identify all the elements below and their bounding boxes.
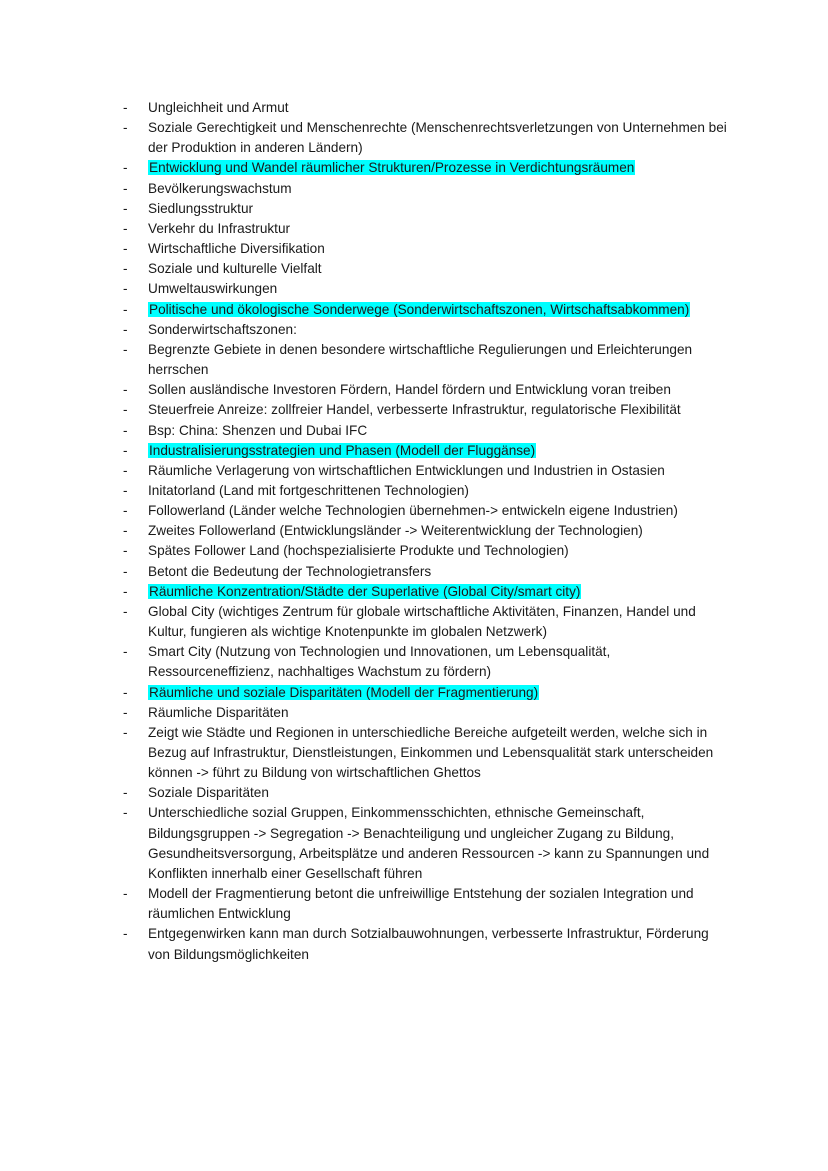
- list-item: [118, 783, 733, 803]
- highlighted-heading-text: Entwicklung und Wandel räumlicher Strukturen/Prozesse in Verdichtungsräumen: [149, 160, 635, 176]
- list-item-text: Zweites Followerland (Entwicklungsländer -> Weiterentwicklung der Technologien): [148, 523, 643, 539]
- list-item: [118, 501, 733, 521]
- list-item: [118, 98, 733, 118]
- bullet-list: [118, 98, 733, 965]
- list-item-text: Bevölkerungswachstum: [148, 180, 292, 196]
- list-item: [118, 723, 733, 783]
- list-item: [118, 400, 733, 420]
- list-item: [118, 259, 733, 279]
- section-heading-item: [118, 300, 733, 320]
- list-item: [118, 703, 733, 723]
- section-heading-item: [118, 582, 733, 602]
- bullet-dash: -: [123, 120, 128, 136]
- list-item-text: Zeigt wie Städte und Regionen in unterschiedliche Bereiche aufgeteilt werden, welche sich in Bezug auf Infrastruktur, Dienstleistungen, Einkommen und Lebensqualität stark unterscheiden können -> führt zu Bildung von wirtschaftlichen Ghettos: [148, 724, 714, 781]
- list-item: [118, 219, 733, 239]
- list-item: [118, 642, 733, 682]
- list-item-text: Modell der Fragmentierung betont die unfreiwillige Entstehung der sozialen Integration und räumlichen Entwicklung: [148, 886, 694, 922]
- list-item-text: Umweltauswirkungen: [148, 281, 278, 297]
- bullet-dash: -: [123, 382, 128, 398]
- list-item-text: Bsp: China: Shenzen und Dubai IFC: [148, 422, 368, 438]
- bullet-dash: -: [123, 462, 128, 478]
- bullet-dash: -: [123, 926, 128, 942]
- highlighted-heading-text: Räumliche Konzentration/Städte der Superlative (Global City/smart city): [149, 583, 581, 599]
- bullet-dash: -: [123, 543, 128, 559]
- bullet-dash: -: [123, 241, 128, 257]
- bullet-dash: -: [123, 644, 128, 660]
- bullet-dash: -: [123, 603, 128, 619]
- list-item: [118, 481, 733, 501]
- list-item: [118, 279, 733, 299]
- bullet-dash: -: [123, 341, 128, 357]
- list-item-text: Sollen ausländische Investoren Fördern, Handel fördern und Entwicklung voran treiben: [148, 382, 671, 398]
- list-item-text: Siedlungsstruktur: [148, 200, 254, 216]
- list-item-text: Unterschiedliche sozial Gruppen, Einkommensschichten, ethnische Gemeinschaft, Bildungsgruppen -> Segregation -> Benachteiligung und ungleicher Zugang zu Bildung, Gesundheitsversorgung, Arbeitsplätze und anderen Ressourcen -> kann zu Spannungen und Konflikten innerhalb einer Gesellschaft führen: [148, 805, 710, 881]
- bullet-dash: -: [123, 180, 128, 196]
- list-item-text: Begrenzte Gebiete in denen besondere wirtschaftliche Regulierungen und Erleichterungen herrschen: [148, 341, 693, 378]
- bullet-dash: -: [123, 261, 128, 277]
- list-item-text: Entgegenwirken kann man durch Sotzialbauwohnungen, verbesserte Infrastruktur, Förderung von Bildungsmöglichkeiten: [148, 926, 709, 962]
- list-item: [118, 541, 733, 561]
- list-item: [118, 340, 733, 380]
- list-item: [118, 521, 733, 541]
- list-item-text: Smart City (Nutzung von Technologien und Innovationen, um Lebensqualität, Ressourceneffizienz, nachhaltiges Wachstum zu fördern): [148, 644, 611, 680]
- list-item-text: Soziale und kulturelle Vielfalt: [148, 261, 322, 277]
- list-item-text: Initatorland (Land mit fortgeschrittenen Technologien): [148, 482, 469, 498]
- section-heading-item: [118, 683, 733, 703]
- list-item: [118, 118, 733, 158]
- list-item-text: Räumliche Disparitäten: [148, 704, 289, 720]
- bullet-dash: -: [123, 301, 128, 317]
- bullet-dash: -: [123, 704, 128, 720]
- highlighted-heading-text: Industralisierungsstrategien und Phasen (Modell der Fluggänse): [149, 442, 536, 458]
- bullet-dash: -: [123, 402, 128, 418]
- highlighted-heading-text: Räumliche und soziale Disparitäten (Modell der Fragmentierung): [149, 684, 539, 700]
- bullet-dash: -: [123, 563, 128, 579]
- list-item-text: Räumliche Verlagerung von wirtschaftlichen Entwicklungen und Industrien in Ostasien: [148, 462, 665, 478]
- list-item: [118, 421, 733, 441]
- bullet-dash: -: [123, 684, 128, 700]
- list-item: [118, 884, 733, 924]
- bullet-dash: -: [123, 886, 128, 902]
- list-item-text: Soziale Gerechtigkeit und Menschenrechte (Menschenrechtsverletzungen von Unternehmen bei der Produktion in anderen Ländern): [148, 120, 727, 156]
- list-item-text: Global City (wichtiges Zentrum für globale wirtschaftliche Aktivitäten, Finanzen, Handel und Kultur, fungieren als wichtige Knotenpunkte im globalen Netzwerk): [148, 603, 696, 640]
- bullet-dash: -: [123, 583, 128, 599]
- list-item-text: Followerland (Länder welche Technologien übernehmen-> entwickeln eigene Industrien): [148, 503, 678, 519]
- list-item-text: Wirtschaftliche Diversifikation: [148, 241, 325, 257]
- list-item: [118, 380, 733, 400]
- list-item-text: Verkehr du Infrastruktur: [148, 220, 291, 236]
- bullet-dash: -: [123, 321, 128, 337]
- list-item: [118, 199, 733, 219]
- section-heading-item: [118, 441, 733, 461]
- bullet-dash: -: [123, 724, 128, 740]
- bullet-dash: -: [123, 200, 128, 216]
- bullet-dash: -: [123, 523, 128, 539]
- section-heading-item: [118, 158, 733, 178]
- list-item-text: Spätes Follower Land (hochspezialisierte Produkte und Technologien): [148, 543, 569, 559]
- list-item: [118, 602, 733, 642]
- bullet-dash: -: [123, 805, 128, 821]
- highlighted-heading-text: Politische und ökologische Sonderwege (Sonderwirtschaftszonen, Wirtschaftsabkommen): [149, 301, 690, 317]
- list-item: [118, 562, 733, 582]
- list-item: [118, 803, 733, 884]
- bullet-dash: -: [123, 422, 128, 438]
- bullet-dash: -: [123, 482, 128, 498]
- bullet-dash: -: [123, 160, 128, 176]
- list-item: [118, 924, 733, 964]
- bullet-dash: -: [123, 220, 128, 236]
- bullet-dash: -: [123, 281, 128, 297]
- list-item-text: Soziale Disparitäten: [148, 785, 269, 801]
- list-item: [118, 179, 733, 199]
- list-item-text: Sonderwirtschaftszonen:: [148, 321, 297, 337]
- list-item: [118, 320, 733, 340]
- bullet-dash: -: [123, 100, 128, 115]
- bullet-dash: -: [123, 442, 128, 458]
- list-item: [118, 239, 733, 259]
- list-item-text: Steuerfreie Anreize: zollfreier Handel, verbesserte Infrastruktur, regulatorische Flexibilität: [148, 402, 681, 418]
- bullet-dash: -: [123, 785, 128, 801]
- list-item-text: Ungleichheit und Armut: [148, 100, 289, 115]
- list-item-text: Betont die Bedeutung der Technologietransfers: [148, 563, 432, 579]
- bullet-dash: -: [123, 503, 128, 519]
- list-item: [118, 461, 733, 481]
